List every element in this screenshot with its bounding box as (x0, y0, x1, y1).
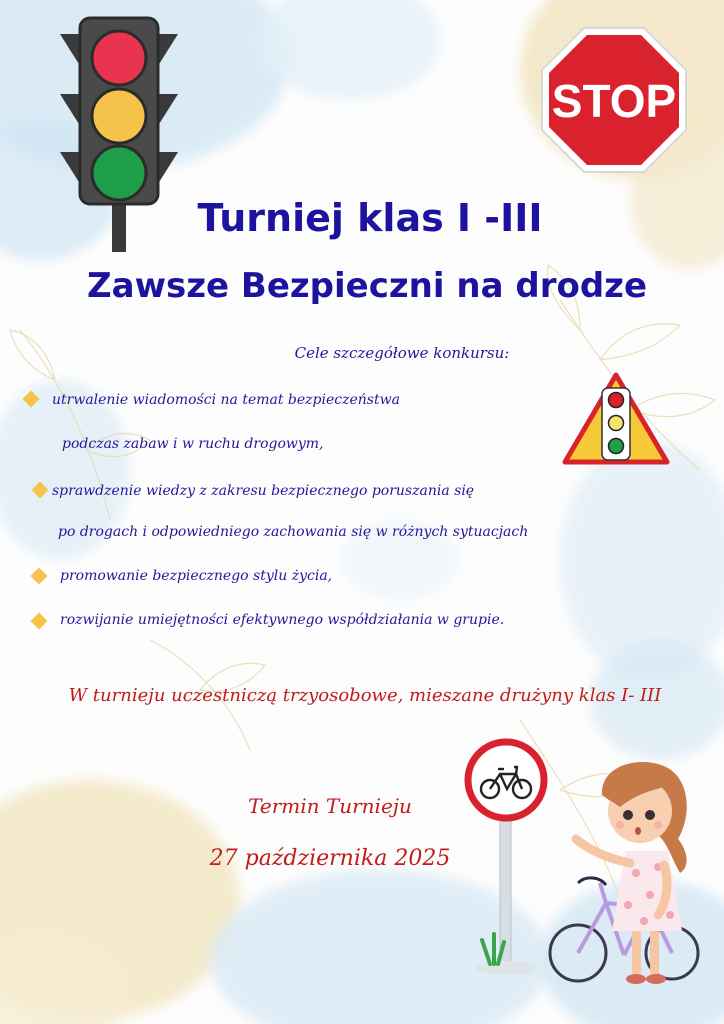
participants-note: W turnieju uczestniczą trzyosobowe, mieszane drużyny klas I- III (68, 685, 662, 706)
goal-2-line-1: sprawdzenie wiedzy z zakresu bezpiecznego poruszania się (52, 483, 475, 499)
term-label: Termin Turnieju (248, 794, 412, 818)
stop-sign-text: STOP (551, 75, 677, 127)
goal-4: rozwijanie umiejętności efektywnego współdziałania w grupie. (60, 612, 505, 628)
goal-3: promowanie bezpiecznego stylu życia, (60, 568, 333, 584)
goals-heading: Cele szczegółowe konkursu: (294, 344, 510, 362)
bicycle-sign-icon (460, 738, 552, 978)
girl-with-bicycle-illustration (540, 755, 715, 995)
term-date: 27 października 2025 (209, 846, 451, 871)
traffic-warning-sign-icon (562, 372, 670, 466)
page-subtitle: Zawsze Bezpieczni na drodze (86, 266, 648, 306)
stop-sign-icon (540, 26, 688, 174)
goal-1-line-1: utrwalenie wiadomości na temat bezpieczeństwa (52, 392, 400, 408)
page-title: Turniej klas I -III (197, 196, 543, 240)
goal-2-line-2: po drogach i odpowiedniego zachowania się w różnych sytuacjach (58, 524, 529, 540)
goal-1-line-2: podczas zabaw i w ruchu drogowym, (62, 436, 324, 452)
